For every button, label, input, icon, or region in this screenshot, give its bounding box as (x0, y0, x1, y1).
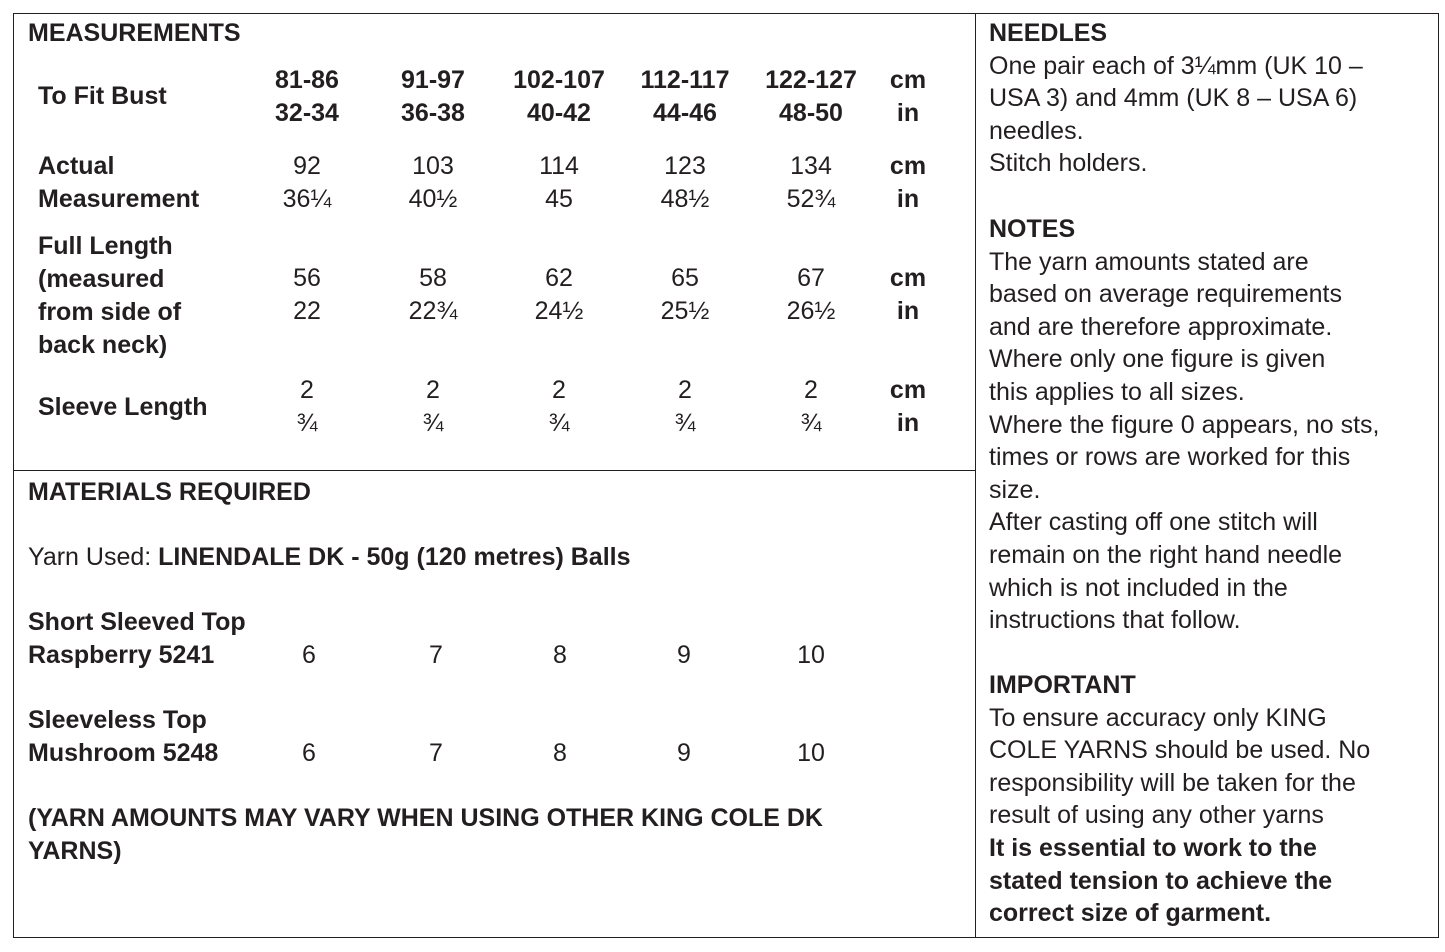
important-line: COLE YARNS should be used. No (989, 736, 1371, 765)
table-cell: 103 40½ (408, 152, 458, 213)
important-section (989, 669, 1429, 930)
table-cell: 2 ¾ (296, 376, 318, 437)
important-heading: IMPORTANT (989, 671, 1136, 699)
notes-line: remain on the right hand needle (989, 540, 1343, 569)
unit-label: cm in (889, 152, 927, 213)
row-label-sleeve: Sleeve Length (38, 393, 208, 421)
notes-line: instructions that follow. (989, 606, 1241, 635)
table-cell: 67 26½ (786, 264, 836, 325)
needles-text: needles. (989, 116, 1084, 145)
notes-line: After casting off one stitch will (989, 508, 1318, 537)
needles-section (989, 17, 1429, 180)
notes-line: Where the figure 0 appears, no sts, (989, 410, 1380, 439)
notes-line: and are therefore approximate. (989, 312, 1333, 341)
important-bold-line: It is essential to work to the (989, 833, 1317, 862)
important-line: responsibility will be taken for the (989, 768, 1356, 797)
notes-line: this applies to all sizes. (989, 377, 1245, 406)
notes-line: based on average requirements (989, 280, 1343, 309)
size-header: 102-107 40-42 (513, 66, 605, 127)
table-cell: 2 ¾ (800, 376, 822, 437)
ball-count: 8 (553, 641, 567, 669)
ball-count: 8 (553, 739, 567, 767)
unit-label: cm in (889, 376, 927, 437)
item-label-short-sleeved: Short Sleeved Top Raspberry 5241 (28, 608, 246, 669)
important-bold-line: correct size of garment. (989, 899, 1272, 928)
needles-text: USA 3) and 4mm (UK 8 – USA 6) (989, 84, 1358, 113)
measurements-heading: MEASUREMENTS (28, 19, 241, 47)
yarn-used: Yarn Used: LINENDALE DK - 50g (120 metres) Balls (28, 543, 631, 571)
important-line: To ensure accuracy only KING (989, 703, 1327, 732)
notes-line: The yarn amounts stated are (989, 247, 1309, 276)
notes-section (989, 213, 1429, 637)
item-label-sleeveless: Sleeveless Top Mushroom 5248 (28, 706, 219, 767)
ball-count: 6 (302, 739, 316, 767)
unit-label: cm in (889, 66, 927, 127)
needles-text: One pair each of 3¼mm (UK 10 – (989, 51, 1363, 80)
column-divider (975, 13, 976, 938)
needles-heading: NEEDLES (989, 19, 1108, 47)
ball-count: 10 (797, 641, 825, 669)
row-label-length: Full Length (measured from side of back neck) (38, 232, 182, 359)
ball-count: 9 (677, 641, 691, 669)
notes-line: size. (989, 475, 1041, 504)
ball-count: 7 (429, 739, 443, 767)
table-cell: 92 36¼ (282, 152, 332, 213)
table-cell: 2 ¾ (548, 376, 570, 437)
needles-text: Stitch holders. (989, 149, 1148, 178)
table-cell: 123 48½ (660, 152, 710, 213)
unit-label: cm in (889, 264, 927, 325)
table-cell: 65 25½ (660, 264, 710, 325)
size-header: 122-127 48-50 (765, 66, 857, 127)
ball-count: 7 (429, 641, 443, 669)
section-divider (13, 470, 976, 471)
table-cell: 56 22 (293, 264, 321, 325)
table-cell: 134 52¾ (786, 152, 836, 213)
notes-line: times or rows are worked for this (989, 443, 1351, 472)
table-cell: 58 22¾ (408, 264, 458, 325)
notes-line: which is not included in the (989, 573, 1288, 602)
notes-line: Where only one figure is given (989, 345, 1326, 374)
ball-count: 9 (677, 739, 691, 767)
table-cell: 2 ¾ (422, 376, 444, 437)
ball-count: 6 (302, 641, 316, 669)
ball-count: 10 (797, 739, 825, 767)
yarn-variation-note: (YARN AMOUNTS MAY VARY WHEN USING OTHER KING COLE DK YARNS) (28, 804, 823, 865)
row-label-bust: To Fit Bust (38, 82, 167, 110)
important-line: result of using any other yarns (989, 801, 1324, 830)
table-cell: 114 45 (539, 152, 579, 213)
size-header: 81-86 32-34 (275, 66, 339, 127)
size-header: 112-117 44-46 (640, 66, 730, 127)
important-bold-line: stated tension to achieve the (989, 866, 1333, 895)
notes-heading: NOTES (989, 215, 1076, 243)
row-label-actual: Actual Measurement (38, 152, 200, 213)
table-cell: 2 ¾ (674, 376, 696, 437)
size-header: 91-97 36-38 (401, 66, 465, 127)
table-cell: 62 24½ (534, 264, 584, 325)
materials-heading: MATERIALS REQUIRED (28, 478, 311, 506)
